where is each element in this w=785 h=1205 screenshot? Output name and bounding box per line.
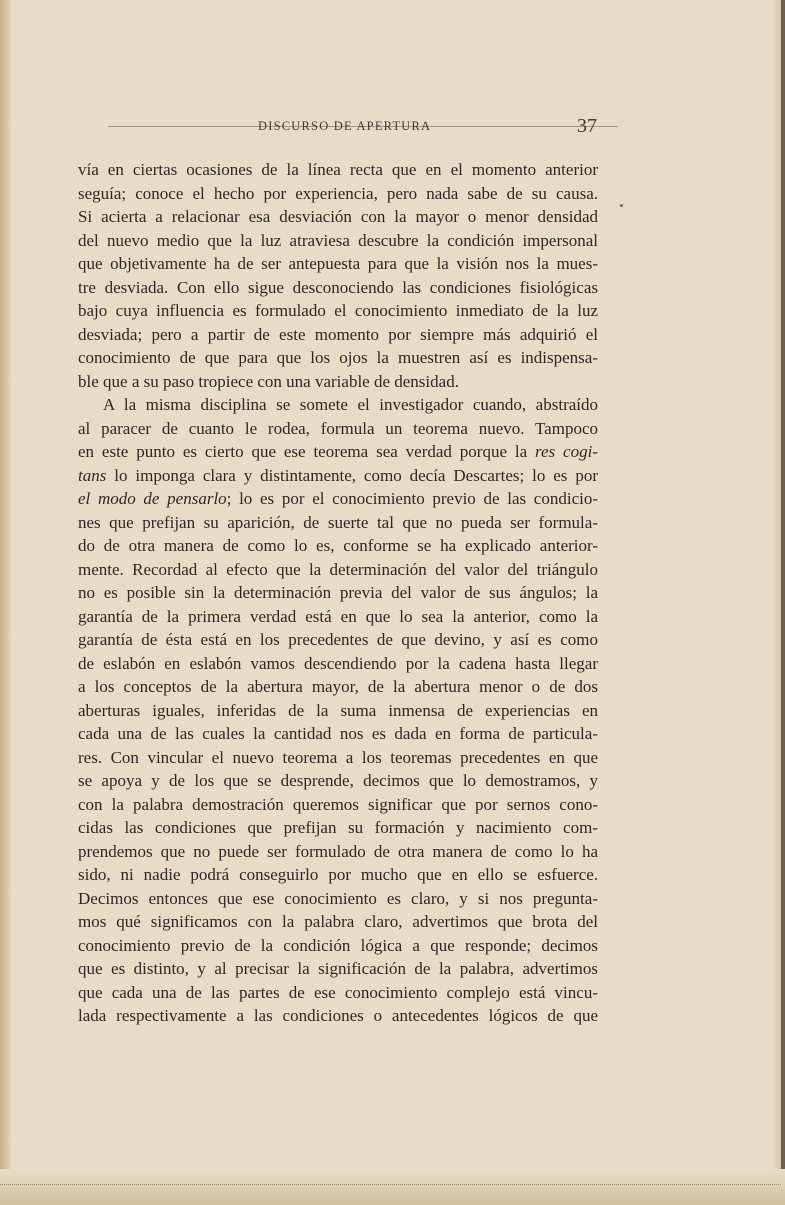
text-line: sido, ni nadie podrá conseguirlo por mucho que en ello se esfuerce. (78, 865, 598, 884)
text-line: aberturas iguales, inferidas de la suma inmensa de experiencias en (78, 700, 598, 720)
text-line (78, 464, 598, 488)
text-line: Decimos entonces que ese conocimiento es claro, y si nos pregunta- (78, 888, 598, 908)
text-segment: ; lo es por el conocimiento previo de las condicio- (226, 489, 599, 508)
text-line: se apoya y de los que se desprende, decimos que lo demostramos, y (78, 771, 598, 790)
text-line: do de otra manera de como lo es, conforme se ha explicado anterior- (78, 536, 598, 555)
text-line: de eslabón en eslabón vamos descendiendo por la cadena hasta llegar (78, 653, 598, 673)
text-line: cidas las condiciones que prefijan su formación y nacimiento com- (78, 818, 598, 837)
text-line: con la palabra demostración queremos significar que por sernos cono- (78, 794, 598, 814)
text-segment: en este punto es cierto que ese teorema sea verdad porque la (78, 442, 536, 461)
text-line: garantía de ésta está en los precedentes de que devino, y así es como (78, 630, 598, 649)
text-line: no es posible sin la determinación previa del valor de sus ángulos; la (78, 583, 598, 602)
text-line: a los conceptos de la abertura mayor, de la abertura menor o de dos (78, 677, 598, 696)
text-segment: lo imponga clara y distintamente, como decía Descartes; lo es por (106, 465, 598, 485)
text-line: conocimiento de que para que los ojos la muestren así es indispensa- (78, 348, 598, 367)
text-line: mente. Recordad al efecto que la determinación del valor del triángulo (78, 559, 598, 579)
running-head: DISCURSO DE APERTURA (258, 119, 432, 133)
text-line: que objetivamente ha de ser antepuesta para que la visión nos la mues- (78, 254, 598, 273)
page-bottom-edge (0, 1169, 785, 1205)
text-line: seguía; conoce el hecho por experiencia, pero nada sabe de su causa. (78, 183, 598, 203)
text-line: prendemos que no puede ser formulado de otra manera de como lo ha (78, 841, 598, 861)
page-number: 37 (577, 115, 597, 137)
text-line: ble que a su paso tropiece con una variable de densidad. (78, 371, 459, 391)
text-line: que es distinto, y al precisar la significación de la palabra, advertimos (78, 959, 598, 978)
text-line: garantía de la primera verdad está en que lo sea la anterior, como la (78, 606, 598, 626)
text-line: lada respectivamente a las condiciones o antecedentes lógicos de que (78, 1006, 598, 1025)
page-left-edge (0, 0, 12, 1205)
body-text (78, 158, 598, 1028)
text-line: al paracer de cuanto le rodea, formula un teorema nuevo. Tampoco (78, 418, 598, 438)
page-right-edge (781, 0, 785, 1205)
text-line: desviada; pero a partir de este momento por siempre más adquirió el (78, 324, 598, 344)
text-line: res. Con vincular el nuevo teorema a los teoremas precedentes en que (78, 747, 598, 767)
text-line: que cada una de las partes de ese conocimiento complejo está vincu- (78, 982, 598, 1002)
text-line (78, 487, 598, 511)
text-line: Si acierta a relacionar esa desviación con la mayor o menor densidad (78, 207, 598, 226)
italic-phrase: tans (78, 465, 107, 485)
text-line: del nuevo medio que la luz atraviesa descubre la condición impersonal (78, 230, 598, 250)
text-line: cada una de las cuales la cantidad nos es dada en forma de particula- (78, 724, 598, 743)
text-line: nes que prefijan su aparición, de suerte tal que no pueda ser formula- (78, 512, 598, 532)
page-right-shadow (771, 0, 781, 1205)
text-line: bajo cuya influencia es formulado el conocimiento inmediato de la luz (78, 301, 598, 320)
text-line: conocimiento previo de la condición lógica a que responde; decimos (78, 935, 598, 955)
text-line: A la misma disciplina se somete el investigador cuando, abstraído (103, 395, 598, 414)
ink-speck (620, 204, 623, 207)
italic-phrase: res cogi- (535, 442, 598, 461)
italic-phrase: el modo de pensarlo (78, 489, 227, 508)
text-line (78, 440, 598, 464)
text-line: vía en ciertas ocasiones de la línea recta que en el momento anterior (78, 160, 598, 179)
text-line: tre desviada. Con ello sigue desconociendo las condiciones fisiológicas (78, 277, 598, 297)
text-line: mos qué significamos con la palabra claro, advertimos que brota del (78, 912, 598, 931)
page-bottom-rule (0, 1184, 781, 1185)
